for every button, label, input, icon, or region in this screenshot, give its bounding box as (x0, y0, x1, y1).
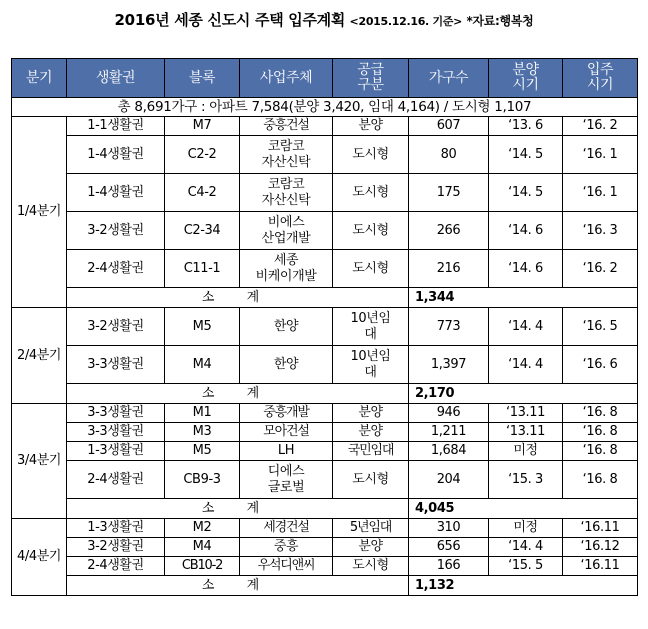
cell-block: M4 (165, 346, 240, 384)
cell-units: 80 (409, 136, 489, 174)
cell-sale: ‘13. 6 (489, 117, 563, 136)
cell-units: 175 (409, 174, 489, 212)
cell-zone: 1-4생활권 (67, 174, 165, 212)
cell-builder: 중흥 (240, 538, 333, 557)
subtotal-row (12, 576, 638, 596)
cell-units: 607 (409, 117, 489, 136)
cell-zone: 1-3생활권 (67, 442, 165, 461)
header-movein-line1: 입주 (586, 62, 614, 78)
cell-builder: 한양 (240, 308, 333, 346)
header-units: 가구수 (409, 59, 489, 98)
cell-block: CB9-3 (165, 461, 240, 499)
header-sale (489, 59, 563, 98)
table-row (12, 117, 638, 136)
cell-builder: 세종 비케이개발 (240, 250, 333, 288)
subtotal-label: 소 계 (67, 384, 409, 404)
subtotal-value: 1,344 (409, 288, 638, 308)
cell-units: 946 (409, 404, 489, 423)
cell-block: M4 (165, 538, 240, 557)
table-row (12, 519, 638, 538)
cell-zone: 1-4생활권 (67, 136, 165, 174)
cell-units: 310 (409, 519, 489, 538)
cell-units: 656 (409, 538, 489, 557)
header-movein-line2: 시기 (586, 77, 614, 93)
cell-movein: ‘16. 3 (563, 212, 638, 250)
header-movein (563, 59, 638, 98)
cell-sale: ‘14. 4 (489, 346, 563, 384)
cell-sale: 미정 (489, 519, 563, 538)
header-quarter: 분기 (12, 59, 67, 98)
cell-units: 1,684 (409, 442, 489, 461)
cell-supply: 국민임대 (333, 442, 409, 461)
cell-sale: ‘15. 3 (489, 461, 563, 499)
cell-block: C2-2 (165, 136, 240, 174)
cell-units: 204 (409, 461, 489, 499)
cell-builder: 한양 (240, 346, 333, 384)
cell-zone: 2-4생활권 (67, 250, 165, 288)
table-body (12, 98, 638, 596)
cell-block: CB10-2 (165, 557, 240, 576)
header-zone: 생활권 (67, 59, 165, 98)
cell-movein: ‘16. 2 (563, 250, 638, 288)
document-title (0, 9, 648, 30)
cell-movein: ‘16. 1 (563, 136, 638, 174)
header-block: 블록 (165, 59, 240, 98)
cell-units: 773 (409, 308, 489, 346)
subtotal-row (12, 288, 638, 308)
table-row (12, 136, 638, 174)
cell-builder: 코람코 자산신탁 (240, 174, 333, 212)
table-row (12, 442, 638, 461)
cell-supply: 10년임 대 (333, 346, 409, 384)
cell-supply: 분양 (333, 117, 409, 136)
subtotal-label: 소 계 (67, 288, 409, 308)
cell-supply: 분양 (333, 423, 409, 442)
cell-block: M5 (165, 442, 240, 461)
cell-builder: LH (240, 442, 333, 461)
cell-builder: 코람코 자산신탁 (240, 136, 333, 174)
subtotal-row (12, 499, 638, 519)
table-row (12, 346, 638, 384)
header-supply-line2: 구분 (357, 77, 384, 93)
cell-block: C4-2 (165, 174, 240, 212)
header-sale-line2: 시기 (512, 77, 539, 93)
table-row (12, 423, 638, 442)
cell-builder: 중흥건설 (240, 117, 333, 136)
subtotal-label: 소 계 (67, 499, 409, 519)
quarter-label: 1/4분기 (12, 117, 67, 308)
cell-builder: 세경건설 (240, 519, 333, 538)
cell-zone: 1-1생활권 (67, 117, 165, 136)
title-main: 2016년 세종 신도시 주택 입주계획 (114, 11, 346, 29)
cell-block: C11-1 (165, 250, 240, 288)
cell-zone: 1-3생활권 (67, 519, 165, 538)
cell-builder: 모아건설 (240, 423, 333, 442)
cell-supply: 도시형 (333, 174, 409, 212)
cell-sale: ‘14. 6 (489, 212, 563, 250)
cell-builder: 디에스 글로벌 (240, 461, 333, 499)
cell-movein: ‘16. 2 (563, 117, 638, 136)
cell-supply: 도시형 (333, 461, 409, 499)
cell-movein: ‘16. 1 (563, 174, 638, 212)
cell-sale: ‘15. 5 (489, 557, 563, 576)
table-row (12, 461, 638, 499)
cell-zone: 3-3생활권 (67, 346, 165, 384)
header-sale-line1: 분양 (512, 62, 539, 78)
cell-sale: ‘13.11 (489, 423, 563, 442)
cell-sale: ‘14. 4 (489, 538, 563, 557)
cell-block: M2 (165, 519, 240, 538)
cell-supply: 분양 (333, 404, 409, 423)
table-row (12, 404, 638, 423)
cell-movein: ‘16. 8 (563, 423, 638, 442)
cell-units: 1,211 (409, 423, 489, 442)
cell-movein: ‘16. 6 (563, 346, 638, 384)
cell-supply: 도시형 (333, 136, 409, 174)
cell-zone: 2-4생활권 (67, 461, 165, 499)
cell-movein: ‘16.11 (563, 519, 638, 538)
table-row (12, 308, 638, 346)
cell-builder: 중흥개발 (240, 404, 333, 423)
header-supply-line1: 공급 (357, 62, 384, 78)
cell-movein: ‘16. 8 (563, 442, 638, 461)
cell-sale: ‘14. 5 (489, 136, 563, 174)
title-date: <2015.12.16. 기준> (349, 15, 463, 28)
header-supply (333, 59, 409, 98)
quarter-label: 2/4분기 (12, 308, 67, 404)
quarter-label: 3/4분기 (12, 404, 67, 519)
cell-movein: ‘16. 8 (563, 404, 638, 423)
cell-units: 266 (409, 212, 489, 250)
table-row (12, 250, 638, 288)
cell-block: C2-34 (165, 212, 240, 250)
housing-plan-table (11, 58, 638, 596)
cell-block: M3 (165, 423, 240, 442)
subtotal-value: 1,132 (409, 576, 638, 596)
cell-supply: 도시형 (333, 250, 409, 288)
cell-sale: 미정 (489, 442, 563, 461)
cell-builder: 비에스 산업개발 (240, 212, 333, 250)
table-row (12, 174, 638, 212)
cell-sale: ‘14. 5 (489, 174, 563, 212)
cell-zone: 3-3생활권 (67, 404, 165, 423)
subtotal-value: 2,170 (409, 384, 638, 404)
cell-movein: ‘16.12 (563, 538, 638, 557)
cell-supply: 10년임 대 (333, 308, 409, 346)
cell-movein: ‘16. 5 (563, 308, 638, 346)
title-source: *자료:행복청 (466, 14, 534, 28)
cell-zone: 3-2생활권 (67, 212, 165, 250)
cell-sale: ‘13.11 (489, 404, 563, 423)
cell-supply: 도시형 (333, 212, 409, 250)
cell-movein: ‘16.11 (563, 557, 638, 576)
cell-units: 216 (409, 250, 489, 288)
summary-text: 총 8,691가구 : 아파트 7,584(분양 3,420, 임대 4,164) / 도시형 1,107 (12, 98, 638, 117)
header-row (12, 59, 638, 98)
cell-zone: 3-2생활권 (67, 308, 165, 346)
cell-units: 1,397 (409, 346, 489, 384)
cell-sale: ‘14. 4 (489, 308, 563, 346)
cell-units: 166 (409, 557, 489, 576)
subtotal-row (12, 384, 638, 404)
cell-builder: 우석디앤씨 (240, 557, 333, 576)
subtotal-value: 4,045 (409, 499, 638, 519)
header-builder: 사업주체 (240, 59, 333, 98)
table-row (12, 538, 638, 557)
cell-block: M7 (165, 117, 240, 136)
cell-sale: ‘14. 6 (489, 250, 563, 288)
cell-zone: 3-3생활권 (67, 423, 165, 442)
subtotal-label: 소 계 (67, 576, 409, 596)
cell-movein: ‘16. 8 (563, 461, 638, 499)
table-row (12, 212, 638, 250)
cell-supply: 5년임대 (333, 519, 409, 538)
cell-block: M5 (165, 308, 240, 346)
cell-zone: 2-4생활권 (67, 557, 165, 576)
cell-zone: 3-2생활권 (67, 538, 165, 557)
quarter-label: 4/4분기 (12, 519, 67, 596)
cell-supply: 분양 (333, 538, 409, 557)
summary-row (12, 98, 638, 117)
table-row (12, 557, 638, 576)
cell-supply: 도시형 (333, 557, 409, 576)
cell-block: M1 (165, 404, 240, 423)
